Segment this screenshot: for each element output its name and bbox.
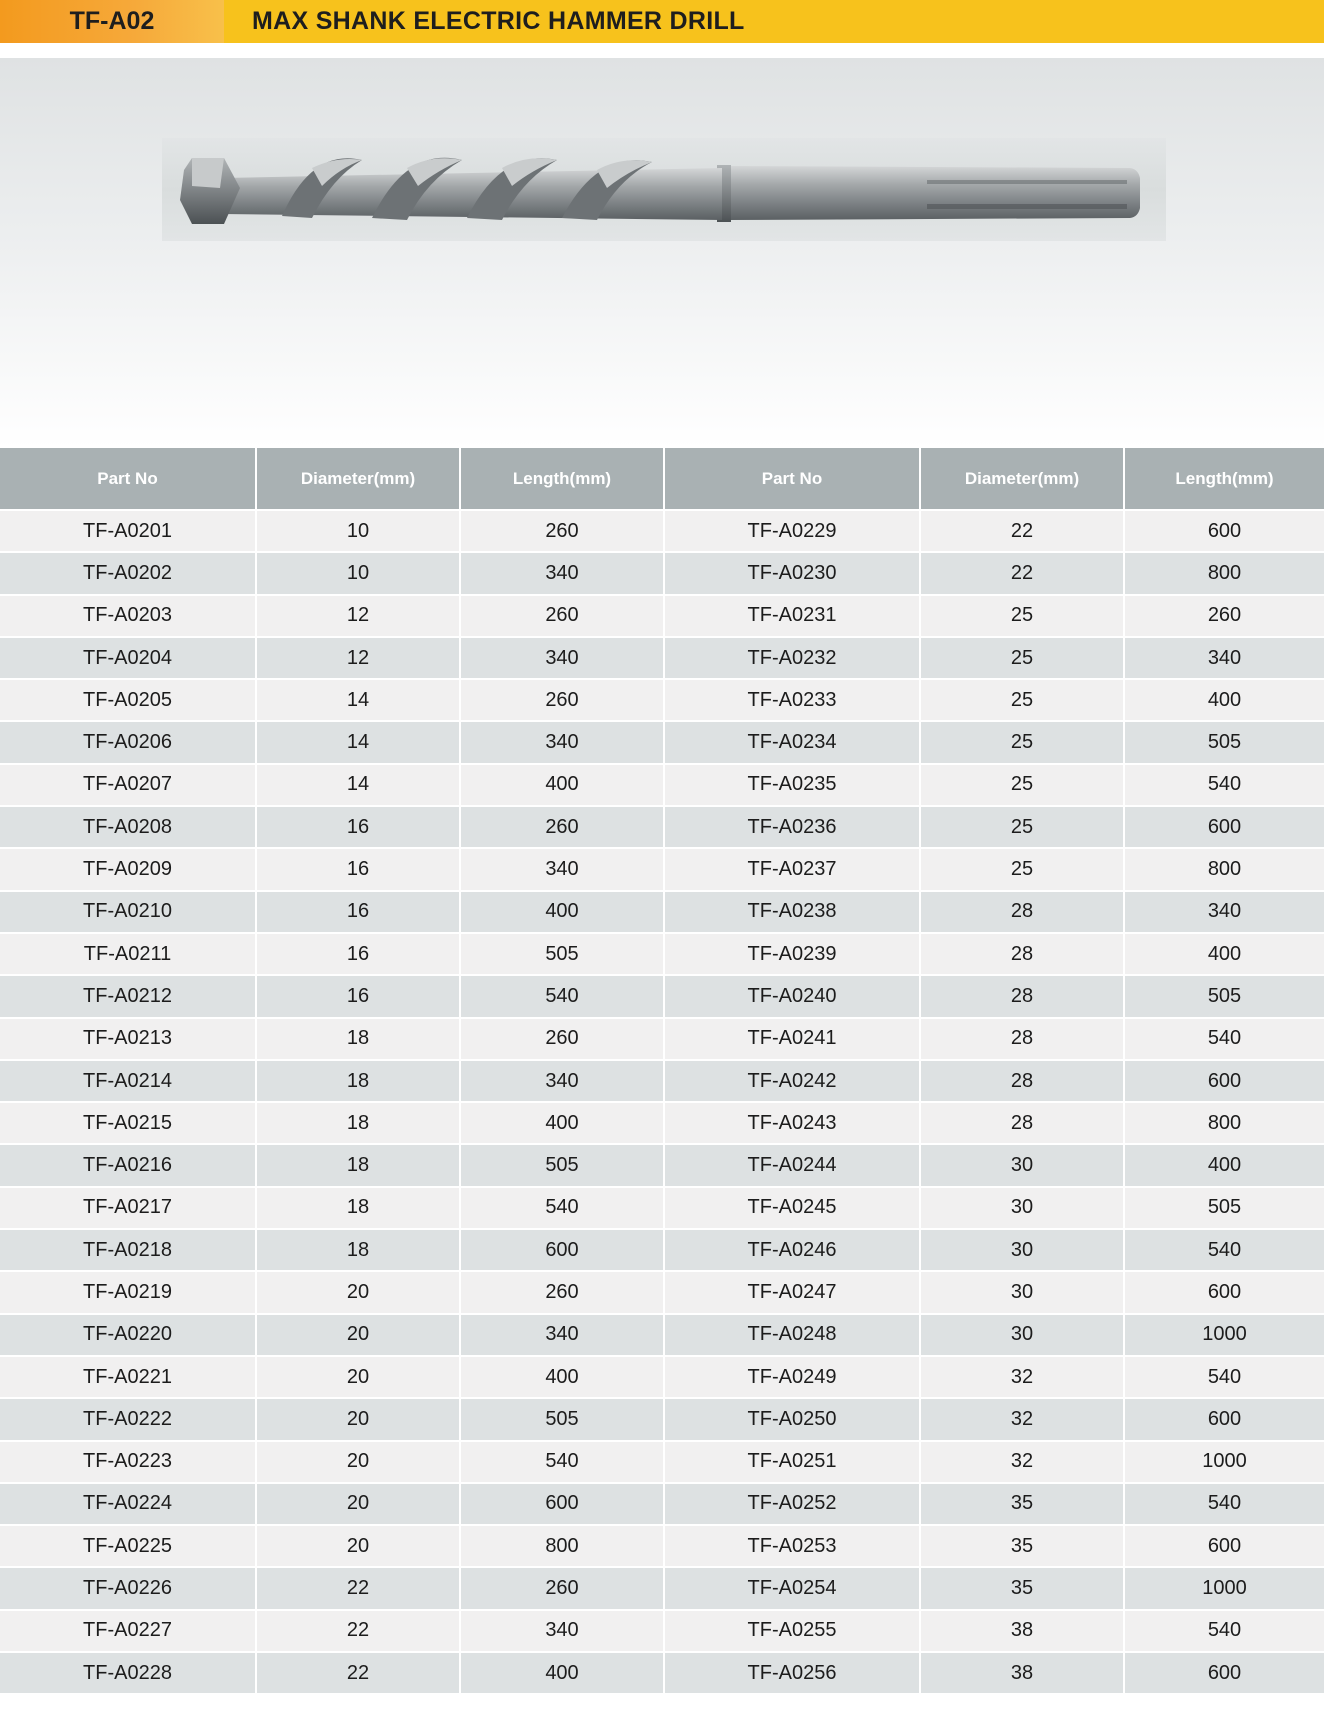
product-title: MAX SHANK ELECTRIC HAMMER DRILL	[224, 0, 1324, 43]
table-row	[0, 679, 1324, 721]
diameter-cell: 12	[256, 595, 460, 637]
diameter-cell: 18	[256, 1229, 460, 1271]
part-no-cell: TF-A0236	[664, 806, 920, 848]
table-row	[0, 721, 1324, 763]
part-no-cell: TF-A0249	[664, 1356, 920, 1398]
part-no-cell: TF-A0221	[0, 1356, 256, 1398]
part-no-cell: TF-A0245	[664, 1187, 920, 1229]
length-cell: 260	[1124, 595, 1324, 637]
table-row	[0, 510, 1324, 552]
length-cell: 540	[460, 1187, 664, 1229]
part-no-cell: TF-A0215	[0, 1102, 256, 1144]
length-cell: 600	[460, 1229, 664, 1271]
table-row	[0, 975, 1324, 1017]
part-no-cell: TF-A0241	[664, 1018, 920, 1060]
diameter-cell: 18	[256, 1144, 460, 1186]
part-no-cell: TF-A0237	[664, 848, 920, 890]
table-row	[0, 891, 1324, 933]
diameter-cell: 30	[920, 1144, 1124, 1186]
length-cell: 260	[460, 595, 664, 637]
part-no-cell: TF-A0206	[0, 721, 256, 763]
part-no-cell: TF-A0203	[0, 595, 256, 637]
table-row	[0, 848, 1324, 890]
length-cell: 260	[460, 1567, 664, 1609]
table-row	[0, 1483, 1324, 1525]
col-header-diameter-2: Diameter(mm)	[920, 448, 1124, 510]
length-cell: 340	[460, 1610, 664, 1652]
product-photo-area	[0, 58, 1324, 448]
table-row	[0, 637, 1324, 679]
length-cell: 600	[460, 1483, 664, 1525]
table-row	[0, 764, 1324, 806]
part-no-cell: TF-A0246	[664, 1229, 920, 1271]
part-no-cell: TF-A0205	[0, 679, 256, 721]
part-no-cell: TF-A0252	[664, 1483, 920, 1525]
length-cell: 340	[460, 1060, 664, 1102]
part-no-cell: TF-A0214	[0, 1060, 256, 1102]
diameter-cell: 10	[256, 552, 460, 594]
col-header-diameter: Diameter(mm)	[256, 448, 460, 510]
part-no-cell: TF-A0226	[0, 1567, 256, 1609]
diameter-cell: 30	[920, 1314, 1124, 1356]
diameter-cell: 18	[256, 1060, 460, 1102]
diameter-cell: 14	[256, 764, 460, 806]
diameter-cell: 20	[256, 1271, 460, 1313]
diameter-cell: 28	[920, 1018, 1124, 1060]
part-no-cell: TF-A0256	[664, 1652, 920, 1693]
diameter-cell: 22	[256, 1610, 460, 1652]
diameter-cell: 14	[256, 679, 460, 721]
table-row	[0, 1398, 1324, 1440]
table-row	[0, 1356, 1324, 1398]
length-cell: 505	[1124, 1187, 1324, 1229]
part-no-cell: TF-A0233	[664, 679, 920, 721]
part-no-cell: TF-A0220	[0, 1314, 256, 1356]
diameter-cell: 18	[256, 1102, 460, 1144]
diameter-cell: 25	[920, 806, 1124, 848]
length-cell: 600	[1124, 806, 1324, 848]
part-no-cell: TF-A0213	[0, 1018, 256, 1060]
table-row	[0, 1187, 1324, 1229]
part-no-cell: TF-A0240	[664, 975, 920, 1017]
header-bar	[0, 0, 1324, 43]
part-no-cell: TF-A0227	[0, 1610, 256, 1652]
table-row	[0, 1102, 1324, 1144]
length-cell: 260	[460, 679, 664, 721]
length-cell: 540	[1124, 764, 1324, 806]
diameter-cell: 25	[920, 595, 1124, 637]
part-no-cell: TF-A0232	[664, 637, 920, 679]
diameter-cell: 20	[256, 1398, 460, 1440]
length-cell: 260	[460, 1018, 664, 1060]
table-row	[0, 1314, 1324, 1356]
diameter-cell: 20	[256, 1441, 460, 1483]
length-cell: 400	[460, 764, 664, 806]
part-no-cell: TF-A0251	[664, 1441, 920, 1483]
product-code: TF-A02	[0, 0, 224, 43]
table-row	[0, 1652, 1324, 1693]
part-no-cell: TF-A0229	[664, 510, 920, 552]
diameter-cell: 32	[920, 1441, 1124, 1483]
part-no-cell: TF-A0201	[0, 510, 256, 552]
diameter-cell: 14	[256, 721, 460, 763]
length-cell: 600	[1124, 1652, 1324, 1693]
length-cell: 340	[460, 552, 664, 594]
length-cell: 400	[460, 1102, 664, 1144]
length-cell: 505	[1124, 975, 1324, 1017]
part-no-cell: TF-A0204	[0, 637, 256, 679]
diameter-cell: 16	[256, 806, 460, 848]
part-no-cell: TF-A0209	[0, 848, 256, 890]
table-row	[0, 1610, 1324, 1652]
length-cell: 505	[1124, 721, 1324, 763]
diameter-cell: 25	[920, 721, 1124, 763]
diameter-cell: 20	[256, 1356, 460, 1398]
diameter-cell: 16	[256, 848, 460, 890]
length-cell: 600	[1124, 1271, 1324, 1313]
length-cell: 540	[1124, 1610, 1324, 1652]
length-cell: 400	[460, 891, 664, 933]
part-no-cell: TF-A0223	[0, 1441, 256, 1483]
length-cell: 600	[1124, 1525, 1324, 1567]
part-no-cell: TF-A0218	[0, 1229, 256, 1271]
part-no-cell: TF-A0247	[664, 1271, 920, 1313]
diameter-cell: 32	[920, 1356, 1124, 1398]
diameter-cell: 38	[920, 1652, 1124, 1693]
part-no-cell: TF-A0243	[664, 1102, 920, 1144]
length-cell: 505	[460, 1398, 664, 1440]
diameter-cell: 25	[920, 637, 1124, 679]
diameter-cell: 20	[256, 1483, 460, 1525]
part-no-cell: TF-A0224	[0, 1483, 256, 1525]
diameter-cell: 16	[256, 933, 460, 975]
diameter-cell: 35	[920, 1525, 1124, 1567]
diameter-cell: 28	[920, 933, 1124, 975]
length-cell: 600	[1124, 1060, 1324, 1102]
part-no-cell: TF-A0235	[664, 764, 920, 806]
diameter-cell: 22	[920, 552, 1124, 594]
diameter-cell: 22	[920, 510, 1124, 552]
length-cell: 340	[460, 848, 664, 890]
table-row	[0, 1229, 1324, 1271]
part-no-cell: TF-A0255	[664, 1610, 920, 1652]
diameter-cell: 18	[256, 1018, 460, 1060]
length-cell: 540	[1124, 1483, 1324, 1525]
part-no-cell: TF-A0248	[664, 1314, 920, 1356]
part-no-cell: TF-A0210	[0, 891, 256, 933]
drill-bit-image	[162, 138, 1166, 241]
length-cell: 340	[1124, 637, 1324, 679]
spec-table	[0, 448, 1324, 1693]
diameter-cell: 16	[256, 975, 460, 1017]
length-cell: 260	[460, 510, 664, 552]
length-cell: 600	[1124, 510, 1324, 552]
diameter-cell: 32	[920, 1398, 1124, 1440]
col-header-part-no: Part No	[0, 448, 256, 510]
part-no-cell: TF-A0217	[0, 1187, 256, 1229]
length-cell: 505	[460, 933, 664, 975]
diameter-cell: 35	[920, 1567, 1124, 1609]
length-cell: 1000	[1124, 1314, 1324, 1356]
table-row	[0, 595, 1324, 637]
diameter-cell: 28	[920, 891, 1124, 933]
diameter-cell: 35	[920, 1483, 1124, 1525]
diameter-cell: 30	[920, 1187, 1124, 1229]
length-cell: 800	[460, 1525, 664, 1567]
part-no-cell: TF-A0234	[664, 721, 920, 763]
diameter-cell: 38	[920, 1610, 1124, 1652]
diameter-cell: 25	[920, 848, 1124, 890]
length-cell: 340	[460, 1314, 664, 1356]
part-no-cell: TF-A0239	[664, 933, 920, 975]
part-no-cell: TF-A0207	[0, 764, 256, 806]
col-header-length-2: Length(mm)	[1124, 448, 1324, 510]
table-row	[0, 1567, 1324, 1609]
part-no-cell: TF-A0244	[664, 1144, 920, 1186]
part-no-cell: TF-A0222	[0, 1398, 256, 1440]
diameter-cell: 28	[920, 975, 1124, 1017]
length-cell: 400	[1124, 933, 1324, 975]
diameter-cell: 28	[920, 1102, 1124, 1144]
length-cell: 600	[1124, 1398, 1324, 1440]
diameter-cell: 30	[920, 1271, 1124, 1313]
part-no-cell: TF-A0242	[664, 1060, 920, 1102]
diameter-cell: 12	[256, 637, 460, 679]
length-cell: 340	[460, 637, 664, 679]
diameter-cell: 18	[256, 1187, 460, 1229]
length-cell: 1000	[1124, 1567, 1324, 1609]
table-row	[0, 933, 1324, 975]
col-header-length: Length(mm)	[460, 448, 664, 510]
length-cell: 540	[460, 1441, 664, 1483]
part-no-cell: TF-A0208	[0, 806, 256, 848]
part-no-cell: TF-A0250	[664, 1398, 920, 1440]
table-row	[0, 1525, 1324, 1567]
length-cell: 800	[1124, 848, 1324, 890]
part-no-cell: TF-A0238	[664, 891, 920, 933]
part-no-cell: TF-A0230	[664, 552, 920, 594]
diameter-cell: 30	[920, 1229, 1124, 1271]
table-row	[0, 1018, 1324, 1060]
length-cell: 340	[1124, 891, 1324, 933]
part-no-cell: TF-A0212	[0, 975, 256, 1017]
length-cell: 505	[460, 1144, 664, 1186]
length-cell: 340	[460, 721, 664, 763]
diameter-cell: 20	[256, 1525, 460, 1567]
table-row	[0, 1144, 1324, 1186]
part-no-cell: TF-A0254	[664, 1567, 920, 1609]
length-cell: 540	[1124, 1229, 1324, 1271]
length-cell: 800	[1124, 1102, 1324, 1144]
part-no-cell: TF-A0216	[0, 1144, 256, 1186]
diameter-cell: 10	[256, 510, 460, 552]
length-cell: 400	[1124, 679, 1324, 721]
length-cell: 400	[460, 1356, 664, 1398]
part-no-cell: TF-A0219	[0, 1271, 256, 1313]
length-cell: 400	[460, 1652, 664, 1693]
diameter-cell: 25	[920, 679, 1124, 721]
length-cell: 540	[460, 975, 664, 1017]
table-row	[0, 552, 1324, 594]
length-cell: 400	[1124, 1144, 1324, 1186]
table-header-row	[0, 448, 1324, 510]
part-no-cell: TF-A0231	[664, 595, 920, 637]
table-row	[0, 1060, 1324, 1102]
table-row	[0, 806, 1324, 848]
diameter-cell: 22	[256, 1567, 460, 1609]
diameter-cell: 25	[920, 764, 1124, 806]
diameter-cell: 22	[256, 1652, 460, 1693]
length-cell: 1000	[1124, 1441, 1324, 1483]
length-cell: 540	[1124, 1018, 1324, 1060]
length-cell: 540	[1124, 1356, 1324, 1398]
table-row	[0, 1271, 1324, 1313]
part-no-cell: TF-A0253	[664, 1525, 920, 1567]
diameter-cell: 28	[920, 1060, 1124, 1102]
diameter-cell: 16	[256, 891, 460, 933]
part-no-cell: TF-A0228	[0, 1652, 256, 1693]
diameter-cell: 20	[256, 1314, 460, 1356]
table-row	[0, 1441, 1324, 1483]
length-cell: 260	[460, 1271, 664, 1313]
col-header-part-no-2: Part No	[664, 448, 920, 510]
part-no-cell: TF-A0202	[0, 552, 256, 594]
table-body	[0, 510, 1324, 1693]
part-no-cell: TF-A0225	[0, 1525, 256, 1567]
part-no-cell: TF-A0211	[0, 933, 256, 975]
length-cell: 260	[460, 806, 664, 848]
length-cell: 800	[1124, 552, 1324, 594]
